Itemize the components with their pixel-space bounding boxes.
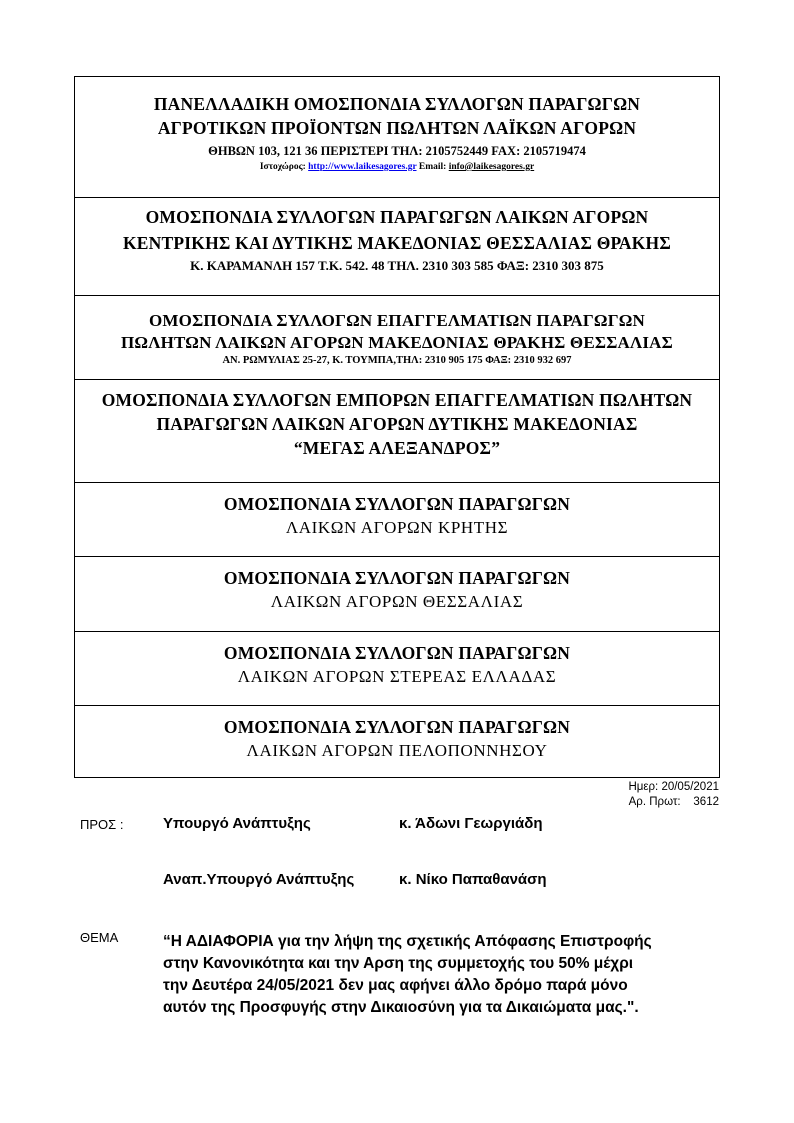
org-name-line: “ΜΕΓΑΣ ΑΛΕΞΑΝΔΡΟΣ”: [293, 438, 501, 458]
org-block-thessaly: [75, 557, 719, 632]
org-name-line: ΚΕΝΤΡΙΚΗΣ ΚΑΙ ΔΥΤΙΚΗΣ ΜΑΚΕΔΟΝΙΑΣ ΘΕΣΣΑΛΙΑΣ ΘΡΑΚΗΣ: [123, 233, 671, 253]
org-name-line: ΛΑΙΚΩΝ ΑΓΟΡΩΝ ΚΡΗΤΗΣ: [285, 518, 509, 537]
org-block-professionals-macedonia: [75, 296, 719, 380]
recipient-person: κ. Νίκο Παπαθανάση: [399, 871, 547, 888]
org-name-line: ΟΜΟΣΠΟΝΔΙΑ ΣΥΛΛΟΓΩΝ ΠΑΡΑΓΩΓΩΝ: [223, 717, 571, 737]
org-name-line: ΑΓΡΟΤΙΚΩΝ ΠΡΟΪΟΝΤΩΝ ΠΩΛΗΤΩΝ ΛΑΪΚΩΝ ΑΓΟΡΩΝ: [157, 118, 637, 138]
org-block-central-macedonia: [75, 198, 719, 296]
org-address: Κ. ΚΑΡΑΜΑΝΛΗ 157 Τ.Κ. 542. 48 ΤΗΛ. 2310 303 585 ΦΑΞ: 2310 303 875: [190, 258, 604, 273]
org-address: ΘΗΒΩΝ 103, 121 36 ΠΕΡΙΣΤΕΡΙ ΤΗΛ: 2105752449 FAX: 2105719474: [208, 144, 586, 158]
subject-text: [163, 931, 723, 1019]
org-name-line: ΟΜΟΣΠΟΝΔΙΑ ΣΥΛΛΟΓΩΝ ΠΑΡΑΓΩΓΩΝ: [223, 643, 571, 663]
org-contact-line: [75, 160, 719, 174]
website-label: Ιστοχώρος:: [259, 162, 306, 172]
subject-line: “Η ΑΔΙΑΦΟΡΙΑ για την λήψη της σχετικής Απόφασης Επιστροφής: [163, 933, 652, 950]
org-block-megas-alexandros: [75, 380, 719, 483]
org-name-line: ΟΜΟΣΠΟΝΔΙΑ ΣΥΛΛΟΓΩΝ ΠΑΡΑΓΩΓΩΝ: [223, 568, 571, 588]
org-name-line: ΠΑΡΑΓΩΓΩΝ ΛΑΙΚΩΝ ΑΓΟΡΩΝ ΔΥΤΙΚΗΣ ΜΑΚΕΔΟΝΙΑΣ: [156, 414, 638, 434]
email-link[interactable]: info@laikesagores.gr: [448, 162, 535, 172]
protocol-number: Αρ. Πρωτ: 3612: [628, 796, 719, 808]
org-name-line: ΟΜΟΣΠΟΝΔΙΑ ΣΥΛΛΟΓΩΝ ΠΑΡΑΓΩΓΩΝ: [223, 494, 571, 514]
recipient-office: Αναπ.Υπουργό Ανάπτυξης: [163, 871, 355, 888]
email-label: Email:: [418, 162, 447, 172]
org-block-peloponnese: [75, 706, 719, 778]
org-block-sterea-ellada: [75, 632, 719, 706]
website-link[interactable]: http://www.laikesagores.gr: [308, 162, 417, 172]
recipient-office: Υπουργό Ανάπτυξης: [163, 815, 311, 832]
subject-line: αυτόν της Προσφυγής στην Δικαιοσύνη για τα Δικαιώματα μας.".: [163, 999, 639, 1016]
org-name-line: ΟΜΟΣΠΟΝΔΙΑ ΣΥΛΛΟΓΩΝ ΕΠΑΓΓΕΛΜΑΤΙΩΝ ΠΑΡΑΓΩΓΩΝ: [148, 311, 646, 330]
document-date: Ημερ: 20/05/2021: [628, 781, 719, 793]
org-name-line: ΟΜΟΣΠΟΝΔΙΑ ΣΥΛΛΟΓΩΝ ΠΑΡΑΓΩΓΩΝ ΛΑΙΚΩΝ ΑΓΟΡΩΝ: [145, 207, 649, 227]
recipients-label: ΠΡΟΣ :: [80, 817, 124, 832]
org-name-line: ΛΑΙΚΩΝ ΑΓΟΡΩΝ ΣΤΕΡΕΑΣ ΕΛΛΑΔΑΣ: [237, 667, 557, 686]
recipient-person: κ. Άδωνι Γεωργιάδη: [399, 815, 543, 832]
org-name-line: ΠΑΝΕΛΛΑΔΙΚΗ ΟΜΟΣΠΟΝΔΙΑ ΣΥΛΛΟΓΩΝ ΠΑΡΑΓΩΓΩΝ: [153, 94, 641, 114]
subject-line: στην Κανονικότητα και την Αρση της συμμετοχής του 50% μέχρι: [163, 955, 634, 972]
org-block-panhellenic: [75, 77, 719, 198]
subject-label: ΘΕΜΑ: [80, 930, 119, 945]
org-name-line: ΛΑΙΚΩΝ ΑΓΟΡΩΝ ΠΕΛΟΠΟΝΝΗΣΟΥ: [246, 741, 548, 760]
org-name-line: ΟΜΟΣΠΟΝΔΙΑ ΣΥΛΛΟΓΩΝ ΕΜΠΟΡΩΝ ΕΠΑΓΓΕΛΜΑΤΙΩΝ ΠΩΛΗΤΩΝ: [101, 390, 693, 410]
org-name-line: ΠΩΛΗΤΩΝ ΛΑΙΚΩΝ ΑΓΟΡΩΝ ΜΑΚΕΔΟΝΙΑΣ ΘΡΑΚΗΣ ΘΕΣΣΑΛΙΑΣ: [121, 333, 673, 352]
subject-line: την Δευτέρα 24/05/2021 δεν μας αφήνει άλλο δρόμο παρά μόνο: [163, 977, 628, 994]
org-block-crete: [75, 483, 719, 557]
org-address: ΑΝ. ΡΩΜΥΛΙΑΣ 25-27, Κ. ΤΟΥΜΠΑ,ΤΗΛ: 2310 905 175 ΦΑΞ: 2310 932 697: [222, 355, 572, 366]
letterhead-box: [74, 76, 720, 778]
org-name-line: ΛΑΙΚΩΝ ΑΓΟΡΩΝ ΘΕΣΣΑΛΙΑΣ: [270, 592, 524, 611]
